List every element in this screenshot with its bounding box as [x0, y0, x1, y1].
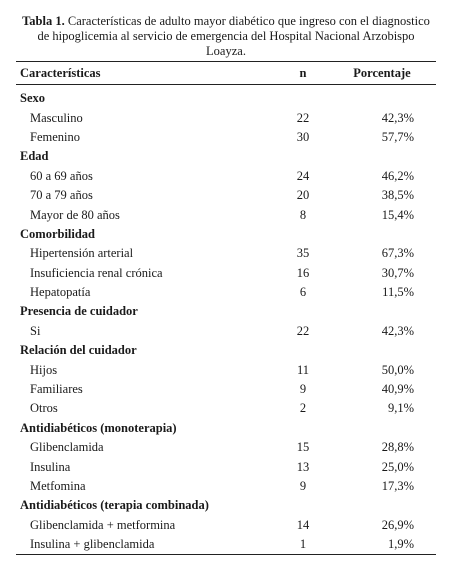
- table-row: [16, 380, 436, 399]
- header-row: [16, 62, 436, 85]
- section-title: Sexo: [20, 91, 45, 106]
- section-title: Comorbilidad: [20, 226, 96, 241]
- row-count: 30: [296, 129, 310, 144]
- caption-label: Tabla 1.: [22, 14, 65, 28]
- row-label: Hepatopatía: [30, 285, 91, 300]
- section-title: Presencia de cuidador: [20, 304, 138, 319]
- row-count: 6: [299, 285, 307, 300]
- table-caption: [18, 14, 434, 59]
- table-row: [16, 477, 436, 496]
- section-row: [16, 496, 436, 515]
- row-percent: 67,3%: [381, 246, 414, 261]
- row-count: 15: [296, 440, 310, 455]
- row-label: Insulina + glibenclamida: [16, 535, 278, 555]
- row-label: 70 a 79 años: [30, 188, 93, 203]
- table-row: [16, 108, 436, 127]
- table-row: [16, 516, 436, 535]
- row-percent: 9,1%: [387, 401, 414, 416]
- section-title: Edad: [20, 149, 49, 164]
- header-n: n: [278, 62, 328, 85]
- row-count: 8: [299, 207, 307, 222]
- row-label: Insuficiencia renal crónica: [30, 265, 163, 280]
- row-count: 9: [299, 479, 307, 493]
- row-percent: 28,8%: [381, 440, 414, 455]
- row-count: 24: [296, 168, 310, 183]
- table-row: [16, 457, 436, 476]
- table-row: [16, 283, 436, 302]
- row-percent: 38,5%: [381, 188, 414, 203]
- row-label: Insulina: [30, 459, 71, 474]
- row-label: Hijos: [30, 362, 58, 377]
- row-label: Otros: [30, 401, 58, 416]
- row-label: Familiares: [30, 382, 83, 397]
- section-row: [16, 225, 436, 244]
- row-percent: 50,0%: [381, 362, 414, 377]
- row-percent: 26,9%: [381, 517, 414, 532]
- header-percent: Porcentaje: [328, 62, 436, 85]
- row-count: 1: [278, 535, 328, 555]
- table-row: [16, 535, 436, 555]
- row-percent: 40,9%: [381, 382, 414, 397]
- header-characteristic: Características: [16, 62, 278, 85]
- table-row: [16, 438, 436, 457]
- row-percent: 42,3%: [381, 323, 414, 338]
- row-percent: 57,7%: [381, 129, 414, 144]
- row-count: 14: [296, 517, 310, 532]
- row-count: 9: [299, 382, 307, 397]
- row-label: Femenino: [30, 129, 80, 144]
- row-count: 22: [296, 110, 310, 125]
- row-percent: 11,5%: [382, 285, 414, 300]
- table-row: [16, 186, 436, 205]
- row-label: Masculino: [30, 110, 83, 125]
- row-count: 16: [296, 265, 310, 280]
- section-row: [16, 302, 436, 321]
- row-count: 35: [296, 246, 310, 261]
- row-count: 2: [299, 401, 307, 416]
- caption-text: Características de adulto mayor diabético que ingreso con el diagnostico de hipoglicemia al servicio de emergencia del Hospital Nacional Arzobispo Loayza.: [37, 14, 430, 58]
- table-row: [16, 399, 436, 418]
- row-percent: 17,3%: [381, 479, 414, 493]
- row-count: 13: [296, 459, 310, 474]
- table-body: [16, 85, 436, 555]
- row-label: Si: [30, 323, 41, 338]
- row-count: 22: [296, 323, 310, 338]
- row-percent: 42,3%: [381, 110, 414, 125]
- section-row: [16, 85, 436, 109]
- row-label: Glibenclamida + metformina: [30, 517, 176, 532]
- section-row: [16, 147, 436, 166]
- row-label: Glibenclamida: [30, 440, 104, 455]
- row-count: 20: [296, 188, 310, 203]
- row-percent: 46,2%: [381, 168, 414, 183]
- table-row: [16, 205, 436, 224]
- section-title: Antidiabéticos (monoterapia): [20, 420, 177, 435]
- row-label: 60 a 69 años: [30, 168, 93, 183]
- row-percent: 15,4%: [381, 207, 414, 222]
- table-row: [16, 322, 436, 341]
- row-label: Metfomina: [30, 479, 86, 493]
- row-percent: 25,0%: [381, 459, 414, 474]
- table-row: [16, 128, 436, 147]
- section-title: Relación del cuidador: [20, 343, 137, 358]
- row-percent: 1,9%: [328, 535, 436, 555]
- table-row: [16, 167, 436, 186]
- section-row: [16, 341, 436, 360]
- row-count: 11: [296, 362, 310, 377]
- row-label: Mayor de 80 años: [30, 207, 120, 222]
- table-row: [16, 264, 436, 283]
- section-title: Antidiabéticos (terapia combinada): [20, 498, 209, 513]
- row-percent: 30,7%: [381, 265, 414, 280]
- characteristics-table: [16, 61, 436, 555]
- table-row: [16, 360, 436, 379]
- section-row: [16, 419, 436, 438]
- row-label: Hipertensión arterial: [30, 246, 134, 261]
- table-row: [16, 244, 436, 263]
